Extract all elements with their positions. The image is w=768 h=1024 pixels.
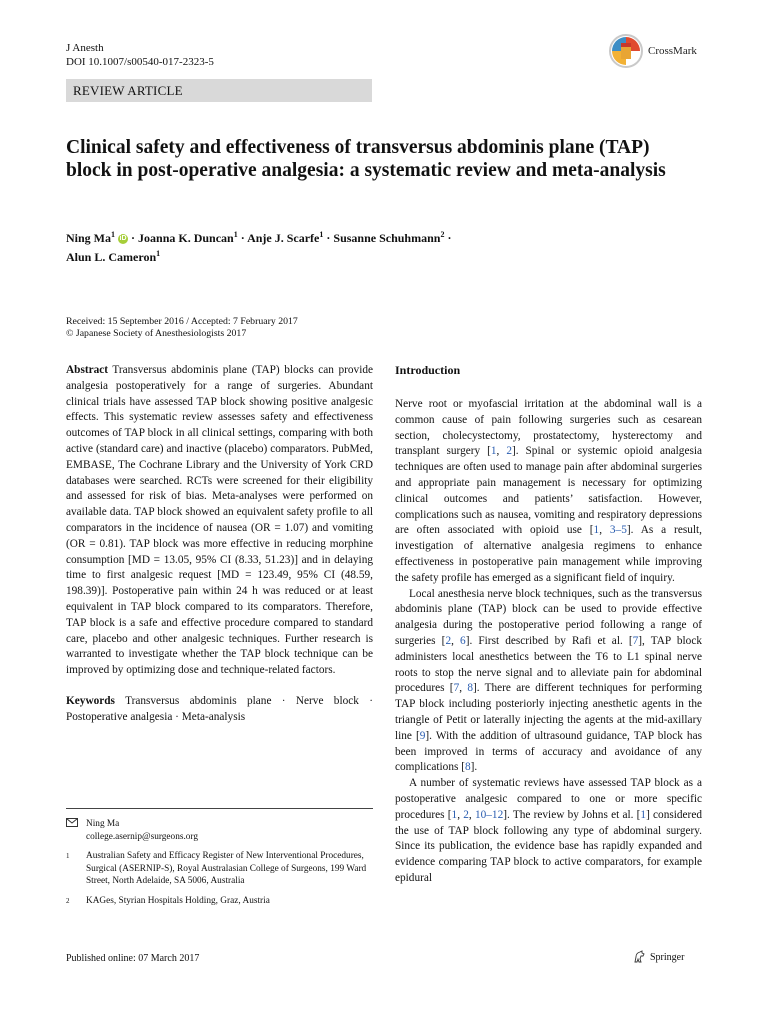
keywords-label: Keywords <box>66 694 115 707</box>
author-list <box>66 227 586 265</box>
abstract-label: Abstract <box>66 364 109 376</box>
paragraph-text: ]. There are different techniques for performing TAP block including posteriorly injecting anesthetic agents in the triangle of Petit or laterally injecting the agents at the mid-axillary line [ <box>395 682 702 742</box>
author-affiliation-mark: 1 <box>111 230 115 239</box>
crossmark-badge[interactable] <box>609 33 709 69</box>
introduction-heading: Introduction <box>395 363 461 377</box>
affiliation-mark: 1 <box>66 852 70 860</box>
publisher-logo[interactable] <box>632 950 684 964</box>
author-affiliation-mark: 1 <box>233 230 238 239</box>
left-column <box>66 363 373 741</box>
introduction-paragraph <box>395 587 702 777</box>
journal-name: J Anesth <box>66 42 104 54</box>
springer-horse-icon <box>632 950 646 964</box>
affiliation-mark: 2 <box>66 896 70 905</box>
author-separator: · <box>237 231 248 245</box>
received-accepted-dates: Received: 15 September 2016 / Accepted: 7 February 2017 <box>66 316 298 327</box>
citation-link[interactable]: 1 <box>640 808 647 821</box>
affiliation-text: KAGes, Styrian Hospitals Holding, Graz, Austria <box>86 895 270 906</box>
author-affiliation-mark: 2 <box>440 230 445 239</box>
paragraph-text: ] considered the use of TAP block following any type of abdominal surgery. Since its publication, the evidence base has rapidly expanded and evidence comparing TAP block to active comparators, for example epidural <box>395 808 702 884</box>
crossmark-label: CrossMark <box>648 45 697 57</box>
copyright-notice: © Japanese Society of Anesthesiologists 2017 <box>66 328 247 339</box>
citation-link[interactable]: 1 <box>593 524 600 537</box>
citation-link[interactable]: 2 <box>445 634 452 647</box>
paragraph-text: Local anesthesia nerve block techniques, such as the transversus abdominis plane (TAP) block can be used to provide effective analgesia during the postoperative period following a range of surgeries [ <box>395 587 702 647</box>
keywords-text: Transversus abdominis plane · Nerve block · Postoperative analgesia · Meta-analysis <box>66 694 373 723</box>
paragraph-text: , <box>457 808 464 821</box>
citation-link[interactable]: 8 <box>467 682 473 695</box>
author-separator: · <box>444 231 452 245</box>
paragraph-text: ]. With the addition of ultrasound guidance, TAP block has been improved in terms of accuracy and avoidance of any complications [ <box>395 729 702 774</box>
orcid-icon[interactable]: iD <box>119 235 127 243</box>
author-affiliation-mark: 1 <box>319 230 324 239</box>
paragraph-text: , <box>459 682 468 695</box>
paragraph-text: , <box>468 808 475 821</box>
paragraph-text: ], TAP block administers local anesthetics between the T6 to L1 spinal nerve roots to stop the nerve signal and to alleviate pain for abdominal procedures [ <box>395 634 702 695</box>
paragraph-text: , <box>496 445 507 458</box>
abstract <box>66 363 373 679</box>
crossmark-icon <box>609 34 643 68</box>
publisher-name: Springer <box>650 951 685 963</box>
citation-link[interactable]: 1 <box>451 808 458 821</box>
affiliation-text: Australian Safety and Efficacy Register of New Interventional Procedures, Surgical (ASERNIP-S), Royal Australasian College of Surgeons, 199 Ward Street, North Adelaide, SA 5006, Australia <box>86 851 367 886</box>
paragraph-text: Nerve root or myofascial irritation at the abdominal wall is a common cause of pain following surgeries such as cesarean section, cholecystectomy, prostatectomy, hysterectomy and transplant surgery [ <box>395 398 702 458</box>
paragraph-text: ]. As a result, investigation of alternative analgesia regimens to enhance effectiveness in postoperative pain management while improving the safety profile has emerged as a significant field of inquiry. <box>395 524 702 584</box>
citation-link[interactable]: 3–5 <box>609 524 627 537</box>
footnotes <box>66 818 373 918</box>
doi-link[interactable]: DOI 10.1007/s00540-017-2323-5 <box>66 56 214 68</box>
abstract-text: Transversus abdominis plane (TAP) blocks can provide analgesia postoperatively for a range of surgeries. Abundant clinical trials have assessed TAP block showing positive analgesic effects. This systematic review assesses safety and effectiveness outcomes of TAP block in all clinical settings, comparing with both active (standard care) and inactive (placebo) comparators. PubMed, EMBASE, The Cochrane Library and the University of York CRD databases were searched. RCTs were screened for their eligibility and assessed for risk of bias. Meta-analyses were performed on available data. TAP block showed an equivalent safety profile to all comparators in the incidence of nausea (OR = 1.07) and vomiting (OR = 0.81). TAP block was more effective in reducing morphine consumption [MD = 13.05, 95% CI (8.33, 51.23)] and in delaying time to first analgesic request [MD = 123.49, 95% CI (48.59, 198.39)]. Postoperative pain within 24 h was reduced or at least equivalent in TAP block compared to its comparators. Therefore, TAP block is a safe and effective procedure compared to standard care, placebo and other analgesic techniques. Further research is warranted to investigate whether the TAP block technique can be improved by optimizing dose and technique-related factors. <box>66 364 373 677</box>
article-type-banner: REVIEW ARTICLE <box>66 79 372 102</box>
paragraph-text: ]. First described by Rafi et al. [ <box>465 634 633 647</box>
citation-link[interactable]: 10–12 <box>474 808 504 821</box>
author-separator: · <box>323 231 334 245</box>
author-name[interactable]: Anje J. Scarfe <box>247 231 320 245</box>
correspondence-name: Ning Ma <box>86 819 120 829</box>
citation-link[interactable]: 2 <box>463 808 469 821</box>
correspondence-email[interactable]: college.asernip@surgeons.org <box>86 831 199 842</box>
paragraph-text: , <box>451 634 461 647</box>
article-title: Clinical safety and effectiveness of transversus abdominis plane (TAP) block in post-operative analgesia: a systematic review and meta-analysis <box>66 137 666 181</box>
paragraph-text: , <box>599 524 610 537</box>
author-name[interactable]: Joanna K. Duncan <box>138 231 234 245</box>
introduction-paragraph <box>395 776 702 887</box>
introduction-paragraph <box>395 397 702 587</box>
citation-link[interactable]: 7 <box>453 682 460 695</box>
paragraph-text: ]. <box>470 761 478 774</box>
citation-link[interactable]: 6 <box>460 634 466 647</box>
envelope-icon <box>66 818 78 827</box>
paragraph-text: ]. Spinal or systemic opioid analgesia techniques are often used to manage pain after abdominal surgeries and appropriate pain management is necessary for optimizing clinical outcomes and patients’ satisfaction. However, complications such as nausea, vomiting and respiratory depressions are often associated with opioid use [ <box>395 445 703 537</box>
citation-link[interactable]: 1 <box>490 445 497 458</box>
citation-link[interactable]: 2 <box>506 445 512 458</box>
paragraph-text: A number of systematic reviews have assessed TAP block as a postoperative analgesic compared to one or more specific procedures [ <box>395 777 702 821</box>
keywords <box>66 694 373 726</box>
published-online-date: Published online: 07 March 2017 <box>66 953 200 964</box>
right-column <box>395 397 702 887</box>
paragraph-text: ]. The review by Johns et al. [ <box>503 808 641 821</box>
footnote-divider <box>66 808 373 809</box>
affiliation-footnote <box>66 895 373 912</box>
author-name[interactable]: Susanne Schuhmann <box>333 231 441 245</box>
correspondence-footnote <box>66 818 373 843</box>
affiliation-footnote <box>66 850 373 888</box>
author-separator: · <box>128 231 139 245</box>
author-affiliation-mark: 1 <box>156 249 161 258</box>
citation-link[interactable]: 9 <box>419 729 426 742</box>
author-name[interactable]: Ning Ma <box>66 231 111 245</box>
citation-link[interactable]: 7 <box>632 634 639 647</box>
citation-link[interactable]: 8 <box>464 761 471 774</box>
author-name[interactable]: Alun L. Cameron <box>66 250 157 264</box>
